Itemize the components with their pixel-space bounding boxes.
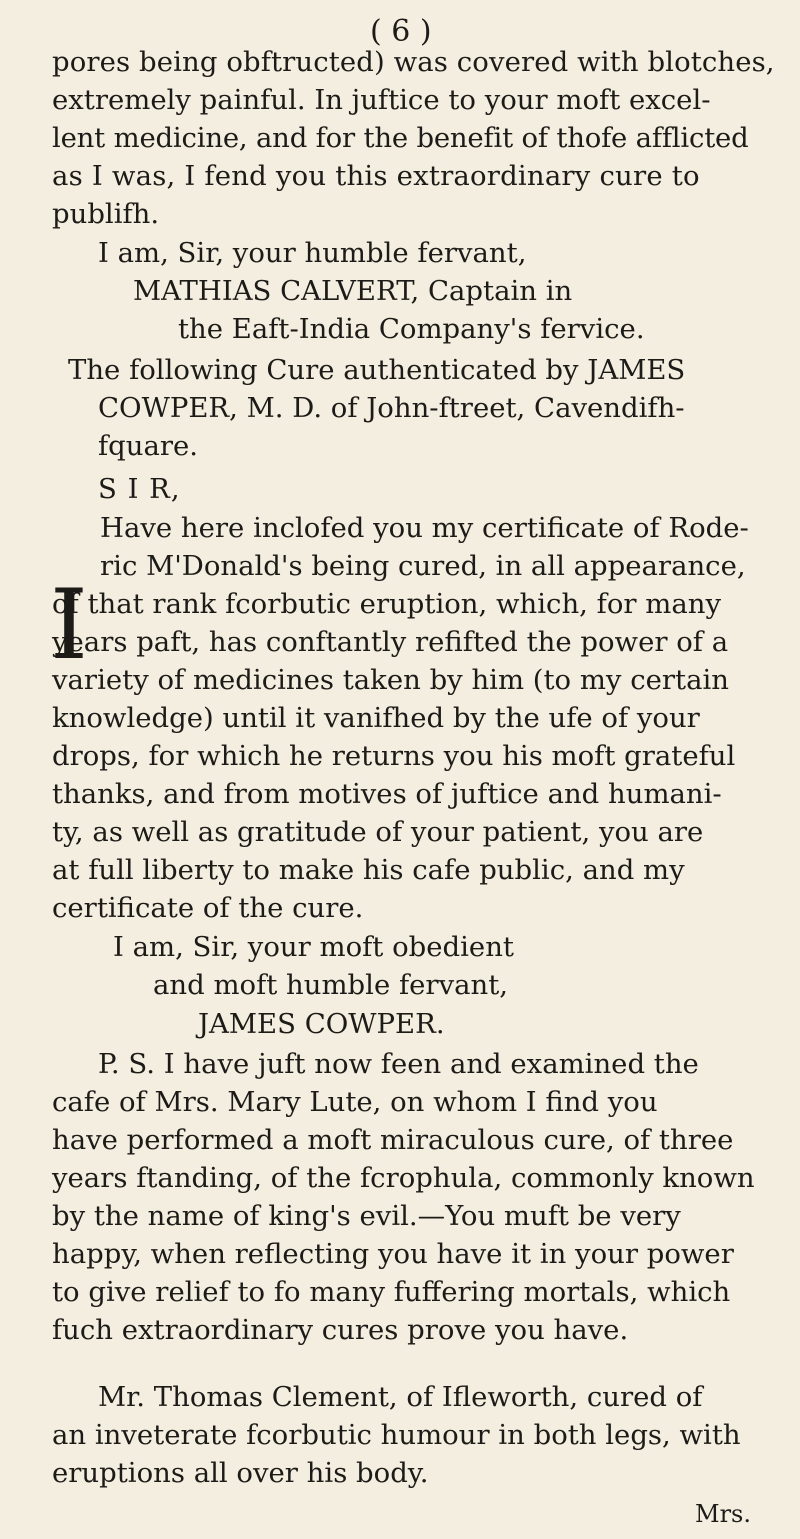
body-line: Have here inclofed you my certificate of Rode- xyxy=(100,512,749,544)
testimonial-line: eruptions all over his body. xyxy=(52,1457,429,1489)
postscript-line: to give relief to fo many fuffering mortals, which xyxy=(52,1276,731,1308)
body-line: ty, as well as gratitude of your patient, you are xyxy=(52,816,704,848)
body-line: ric M'Donald's being cured, in all appearance, xyxy=(100,550,746,582)
heading-line: fquare. xyxy=(98,430,199,462)
closing-line: I am, Sir, your moft obedient xyxy=(113,931,514,963)
salutation: S I R, xyxy=(98,473,181,505)
body-line: as I was, I fend you this extraordinary cure to xyxy=(52,160,700,192)
body-line: variety of medicines taken by him (to my certain xyxy=(52,664,729,696)
postscript-line: years ftanding, of the fcrophula, commonly known xyxy=(52,1162,755,1194)
body-line: lent medicine, and for the benefit of thofe afflicted xyxy=(52,122,749,154)
signature-cowper: JAMES COWPER. xyxy=(198,1008,445,1040)
postscript-line: cafe of Mrs. Mary Lute, on whom I find you xyxy=(52,1086,658,1118)
postscript-line: happy, when reflecting you have it in your power xyxy=(52,1238,734,1270)
closing-line: I am, Sir, your humble fervant, xyxy=(98,237,527,269)
body-line: of that rank fcorbutic eruption, which, for many xyxy=(52,588,721,620)
closing-line: and moft humble fervant, xyxy=(153,969,509,1001)
body-line: at full liberty to make his cafe public, and my xyxy=(52,854,685,886)
body-line: thanks, and from motives of juftice and humani- xyxy=(52,778,722,810)
testimonial-line: an inveterate fcorbutic humour in both legs, with xyxy=(52,1419,741,1451)
testimonial-line: Mr. Thomas Clement, of Ifleworth, cured of xyxy=(98,1381,703,1413)
signature-calvert: MATHIAS CALVERT, Captain in xyxy=(133,275,573,307)
signature-detail: the Eaft-India Company's fervice. xyxy=(178,313,645,345)
postscript-line: P. S. I have juft now feen and examined the xyxy=(98,1048,699,1080)
body-line: knowledge) until it vanifhed by the ufe of your xyxy=(52,702,700,734)
body-line: publifh. xyxy=(52,198,160,230)
heading-line: COWPER, M. D. of John-ftreet, Cavendifh- xyxy=(98,392,685,424)
body-line: years paft, has conftantly refifted the power of a xyxy=(52,626,729,658)
page-number: ( 6 ) xyxy=(370,14,432,49)
catchword: Mrs. xyxy=(695,1500,751,1528)
postscript-line: by the name of king's evil.—You muft be very xyxy=(52,1200,681,1232)
body-line: drops, for which he returns you his moft grateful xyxy=(52,740,736,772)
postscript-line: have performed a moft miraculous cure, of three xyxy=(52,1124,734,1156)
body-line: certificate of the cure. xyxy=(52,892,364,924)
drop-cap: I xyxy=(50,569,88,681)
heading-line: The following Cure authenticated by JAMES xyxy=(68,354,686,386)
body-line: pores being obftructed) was covered with blotches, xyxy=(52,46,775,78)
body-line: extremely painful. In juftice to your moft excel- xyxy=(52,84,711,116)
postscript-line: fuch extraordinary cures prove you have. xyxy=(52,1314,629,1346)
